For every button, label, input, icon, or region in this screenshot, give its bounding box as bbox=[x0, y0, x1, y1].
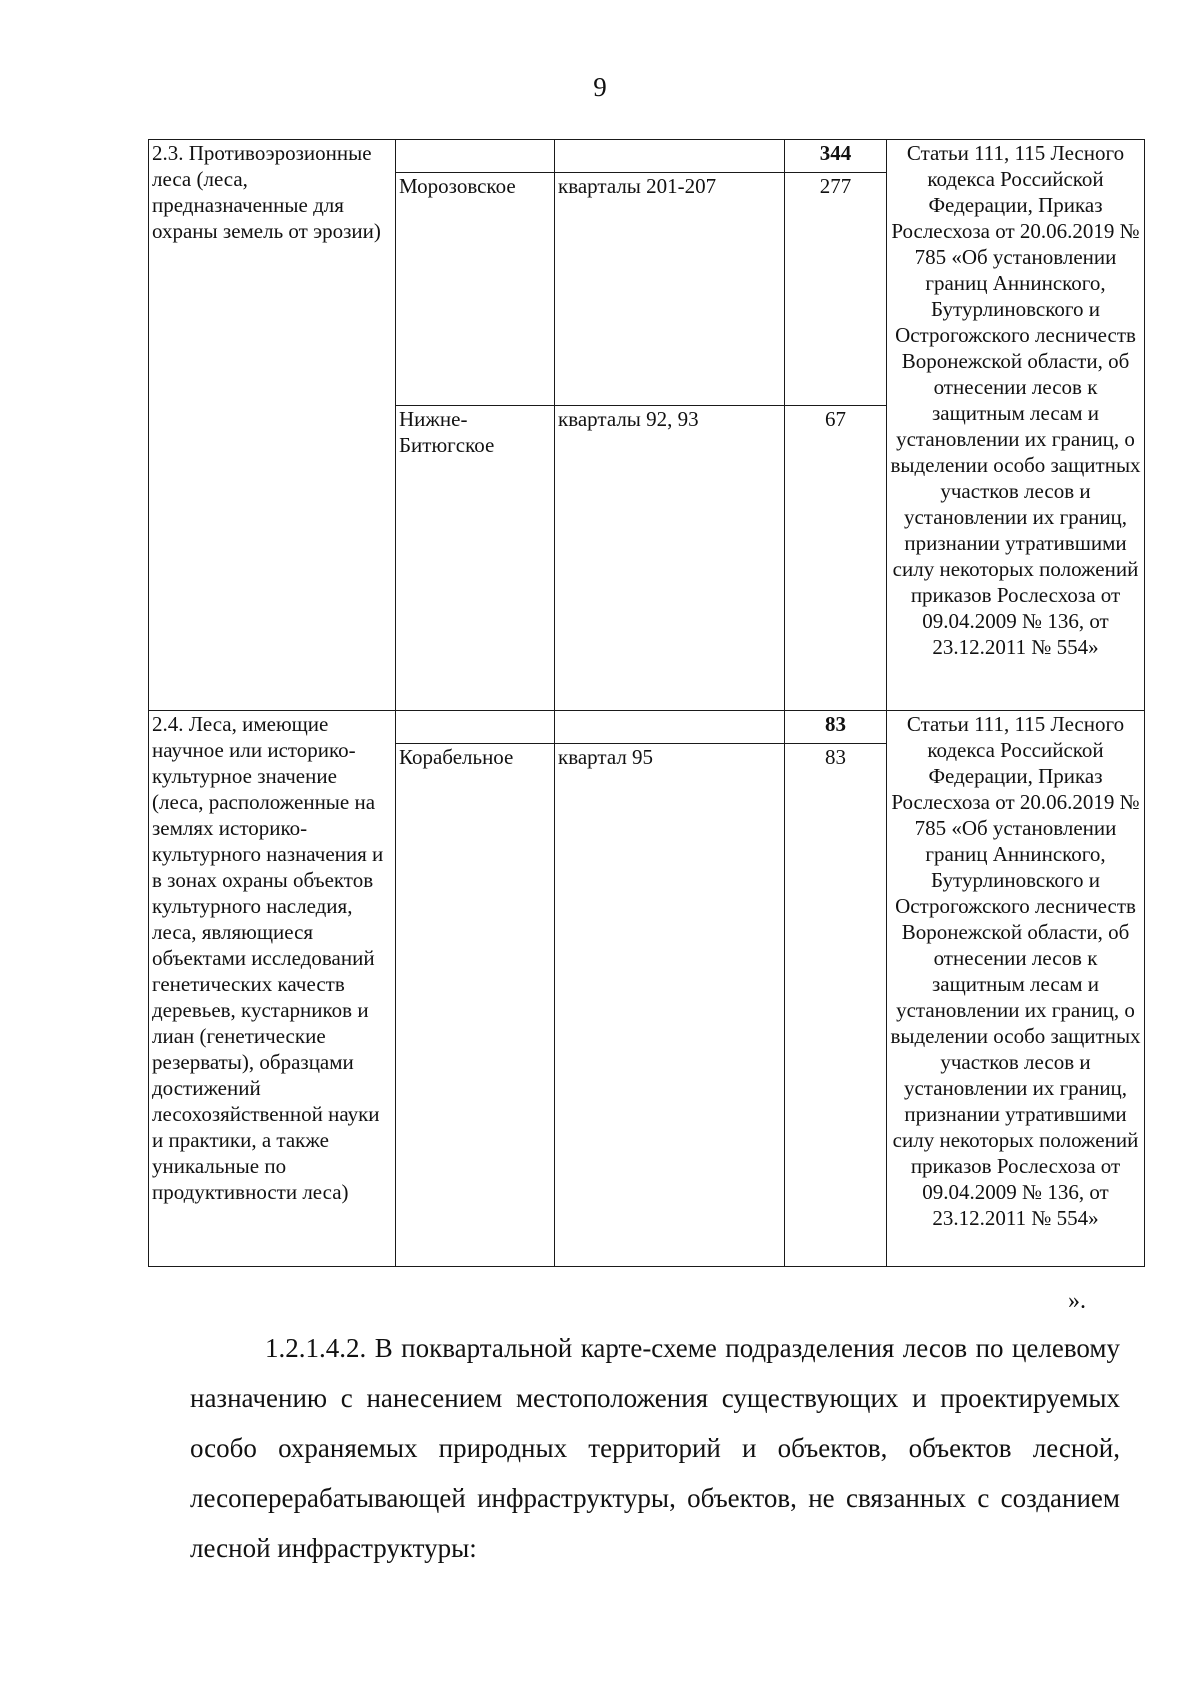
legal-basis-cell: Статьи 111, 115 Лесного кодекса Российской Федерации, Приказ Рослесхоза от 20.06.2019 № 785 «Об установлении границ Аннинского, Бутурлиновского и Острогожского лесничеств Воронежской области, об отнесении лесов к защитным лесам и установлении их границ, о выделении особо защитных участков лесов и установлении их границ, признании утратившими силу некоторых положений приказов Рослесхоза от 09.04.2009 № 136, от 23.12.2011 № 554» bbox=[887, 711, 1145, 1267]
forestry-cell bbox=[396, 140, 555, 173]
closing-quote: ». bbox=[1068, 1288, 1086, 1314]
table-row bbox=[149, 140, 1145, 173]
page-number: 9 bbox=[593, 72, 607, 102]
legal-basis-cell: Статьи 111, 115 Лесного кодекса Российской Федерации, Приказ Рослесхоза от 20.06.2019 № 785 «Об установлении границ Аннинского, Бутурлиновского и Острогожского лесничеств Воронежской области, об отнесении лесов к защитным лесам и установлении их границ, о выделении особо защитных участков лесов и установлении их границ, признании утратившими силу некоторых положений приказов Рослесхоза от 09.04.2009 № 136, от 23.12.2011 № 554» bbox=[887, 140, 1145, 711]
quarters-cell bbox=[555, 140, 785, 173]
table-row bbox=[149, 711, 1145, 744]
quarters-cell bbox=[555, 711, 785, 744]
quarters-cell: квартал 95 bbox=[555, 744, 785, 1267]
area-cell: 83 bbox=[785, 744, 887, 1267]
quarters-cell: кварталы 201-207 bbox=[555, 173, 785, 406]
forestry-cell: Нижне-Битюгское bbox=[396, 406, 555, 711]
forestry-cell: Корабельное bbox=[396, 744, 555, 1267]
body-paragraph: 1.2.1.4.2. В поквартальной карте-схеме подразделения лесов по целевому назначению с нанесением местоположения существующих и проектируемых особо охраняемых природных территорий и объектов, объектов лесной, лесоперерабатывающей инфраструктуры, объектов, не связанных с созданием лесной инфраструктуры: bbox=[190, 1333, 1120, 1563]
total-area-cell: 83 bbox=[785, 711, 887, 744]
category-cell: 2.4. Леса, имеющие научное или историко-культурное значение (леса, расположенные на землях историко-культурного назначения и в зонах охраны объектов культурного наследия, леса, являющиеся объектами исследований генетических качеств деревьев, кустарников и лиан (генетические резерваты), образцами достижений лесохозяйственной науки и практики, а также уникальные по продуктивности леса) bbox=[149, 711, 396, 1267]
area-cell: 67 bbox=[785, 406, 887, 711]
total-area-cell: 344 bbox=[785, 140, 887, 173]
area-cell: 277 bbox=[785, 173, 887, 406]
quarters-cell: кварталы 92, 93 bbox=[555, 406, 785, 711]
category-cell: 2.3. Противоэрозионные леса (леса, предназначенные для охраны земель от эрозии) bbox=[149, 140, 396, 711]
forestry-cell: Морозовское bbox=[396, 173, 555, 406]
forest-division-table bbox=[148, 139, 1145, 1267]
forestry-cell bbox=[396, 711, 555, 744]
